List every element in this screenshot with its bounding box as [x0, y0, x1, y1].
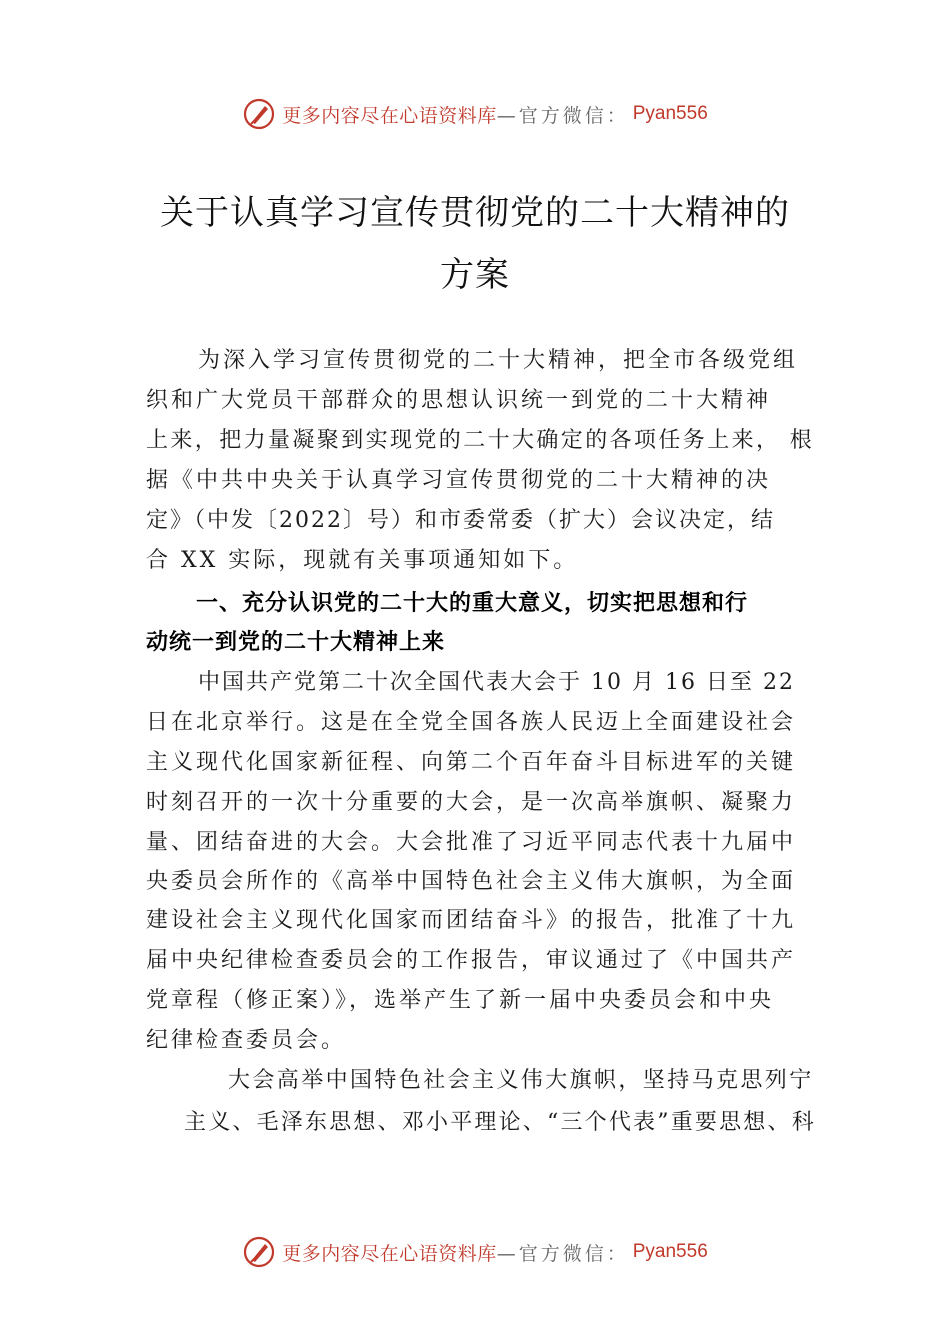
body-line: 建设社会主义现代化国家而团结奋斗》的报告，批准了十九 [146, 908, 797, 933]
body-line: 主义、毛泽东思想、邓小平理论、“三个代表”重要思想、科 [184, 1110, 816, 1135]
watermark-wechat-id: Pyan556 [632, 1241, 708, 1262]
watermark-banner-bottom [0, 1232, 950, 1272]
watermark-separator-text: —官方微信： [496, 104, 629, 127]
watermark-banner-top [0, 94, 950, 134]
intro-line: 为深入学习宣传贯彻党的二十大精神，把全市各级党组 [198, 348, 799, 373]
body-line: 量、团结奋进的大会。大会批准了习近平同志代表十九届中 [146, 830, 797, 855]
body-line: 届中央纪律检查委员会的工作报告，审议通过了《中国共产 [146, 948, 797, 973]
document-title-line-2: 方案 [440, 255, 510, 295]
body-line: 央委员会所作的《高举中国特色社会主义伟大旗帜，为全面 [146, 869, 797, 894]
intro-line: 据《中共中央关于认真学习宣传贯彻党的二十大精神的决 [146, 468, 772, 493]
body-line: 大会高举中国特色社会主义伟大旗帜，坚持马克思列宁 [228, 1068, 814, 1093]
intro-line: 织和广大党员干部群众的思想认识统一到党的二十大精神 [146, 388, 772, 413]
intro-line: 上来，把力量凝聚到实现党的二十大确定的各项任务上来， 根 [146, 428, 815, 453]
watermark-site-text: 更多内容尽在心语资料库 [282, 104, 497, 127]
watermark-wechat-id: Pyan556 [632, 103, 708, 124]
intro-line: 合 XX 实际，现就有关事项通知如下。 [146, 548, 579, 573]
body-line: 主义现代化国家新征程、向第二个百年奋斗目标进军的关键 [146, 750, 797, 775]
body-line: 党章程（修正案）》，选举产生了新一届中央委员会和中央 [146, 988, 775, 1013]
body-line: 纪律检查委员会。 [146, 1028, 347, 1053]
quill-pen-seal-icon [242, 97, 276, 131]
quill-pen-seal-icon [242, 1235, 276, 1269]
section-heading-line: 动统一到党的二十大精神上来 [146, 630, 446, 655]
intro-line: 定》（中发〔2022〕号）和市委常委（扩大）会议决定，结 [146, 508, 775, 533]
body-line: 中国共产党第二十次全国代表大会于 10 月 16 日至 22 [198, 670, 795, 695]
section-heading-line: 一、充分认识党的二十大的重大意义，切实把思想和行 [196, 591, 749, 616]
watermark-site-text: 更多内容尽在心语资料库 [282, 1242, 497, 1265]
body-line: 时刻召开的一次十分重要的大会，是一次高举旗帜、凝聚力 [146, 790, 797, 815]
document-title-line-1: 关于认真学习宣传贯彻党的二十大精神的 [160, 193, 790, 233]
body-line: 日在北京举行。这是在全党全国各族人民迈上全面建设社会 [146, 710, 797, 735]
watermark-separator-text: —官方微信： [496, 1242, 629, 1265]
